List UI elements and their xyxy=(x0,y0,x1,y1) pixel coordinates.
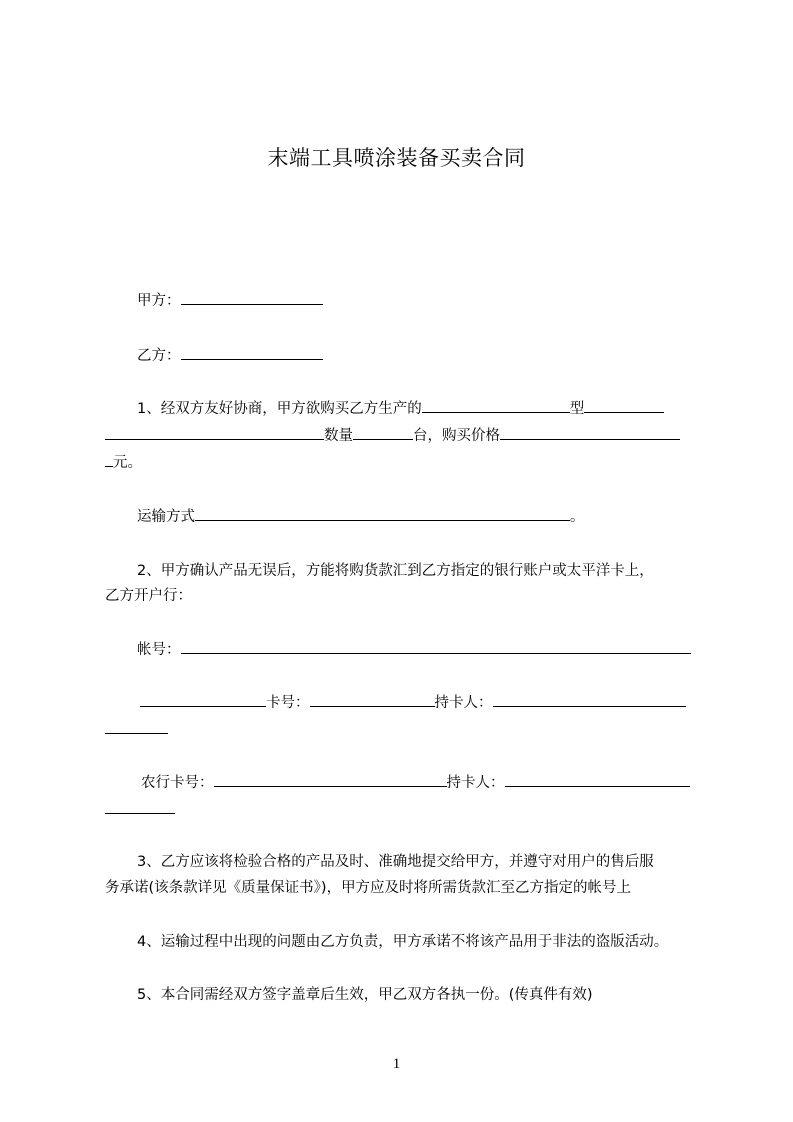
model-label: 型 xyxy=(569,401,585,417)
holder-label-2: 持卡人： xyxy=(446,775,505,791)
currency-label: 元。 xyxy=(113,455,142,471)
transport-label: 运输方式 xyxy=(137,509,195,525)
clause4-line: 4、运输过程中出现的问题由乙方负责，甲方承诺不将该产品用于非法的盗版活动。 xyxy=(137,934,669,950)
quantity-label: 数量 xyxy=(324,428,353,444)
price-blank-cont xyxy=(105,452,113,467)
holder-blank-2 xyxy=(505,772,690,787)
party-a-line xyxy=(137,290,323,311)
agri-card-line-cont xyxy=(105,799,175,820)
model-blank xyxy=(584,398,664,413)
price-blank xyxy=(500,425,680,440)
party-a-label: 甲方： xyxy=(137,293,181,309)
party-b-blank xyxy=(181,345,323,360)
holder-blank-cont xyxy=(105,719,168,734)
card-label: 卡号： xyxy=(266,695,310,711)
transport-line xyxy=(137,506,585,527)
clause2-line1: 2、甲方确认产品无误后，方能将购货款汇到乙方指定的银行账户或太平洋卡上， xyxy=(137,563,654,579)
clause1-line2 xyxy=(105,425,680,446)
agri-card-line xyxy=(141,772,690,793)
clause5-line: 5、本合同需经双方签字盖章后生效，甲乙双方各执一份。(传真件有效) xyxy=(137,987,593,1003)
clause3-line1: 3、乙方应该将检验合格的产品及时、准确地提交给甲方，并遵守对用户的售后服 xyxy=(137,854,654,870)
unit-label: 台，购买价格 xyxy=(413,428,500,444)
bank-blank xyxy=(140,692,266,707)
product-blank xyxy=(422,398,570,413)
clause1-line3 xyxy=(105,452,142,473)
party-b-label: 乙方： xyxy=(137,348,181,364)
page-number: 1 xyxy=(392,1056,401,1072)
party-b-line xyxy=(137,345,323,366)
contract-title: 末端工具喷涂装备买卖合同 xyxy=(267,146,526,170)
holder-blank xyxy=(493,692,686,707)
transport-blank xyxy=(195,506,570,521)
holder-blank-2-cont xyxy=(105,799,175,814)
clause1-line1 xyxy=(137,398,664,419)
account-blank xyxy=(181,639,691,654)
transport-end: 。 xyxy=(570,509,585,525)
holder-label: 持卡人： xyxy=(434,695,493,711)
clause3-line2: 务承诺(该条款详见《质量保证书》)，甲方应及时将所需货款汇至乙方指定的帐号上 xyxy=(105,880,632,896)
agri-card-label: 农行卡号： xyxy=(141,775,214,791)
quantity-blank xyxy=(353,425,413,440)
account-label: 帐号： xyxy=(137,642,181,658)
clause1-text: 1、经双方友好协商，甲方欲购买乙方生产的 xyxy=(137,401,422,417)
account-line xyxy=(137,639,691,660)
card-line-cont xyxy=(105,719,168,740)
card-blank xyxy=(310,692,435,707)
model-blank-cont xyxy=(105,425,324,440)
clause2-line2: 乙方开户行： xyxy=(105,588,192,604)
agri-card-blank xyxy=(214,772,447,787)
card-line xyxy=(140,692,686,713)
party-a-blank xyxy=(181,290,323,305)
